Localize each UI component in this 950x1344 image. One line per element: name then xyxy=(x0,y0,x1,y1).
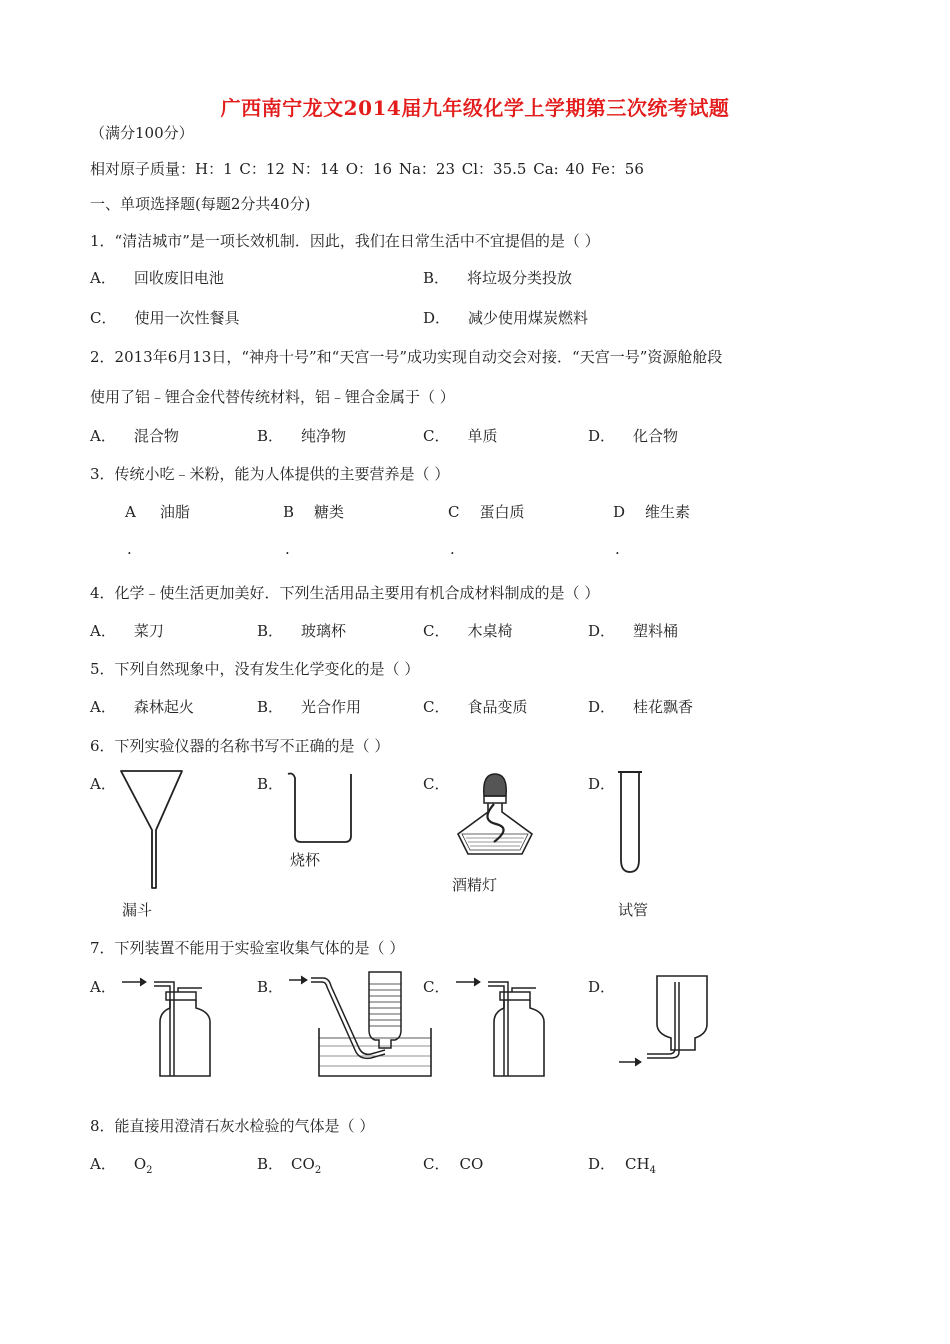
q5-option-c: C． 食品变质 xyxy=(423,698,528,716)
question-5-stem: 5．下列自然现象中，没有发生化学变化的是（ ） xyxy=(90,660,420,678)
q1-option-a: A． 回收废旧电池 xyxy=(90,269,224,287)
q6-caption-test-tube: 试管 xyxy=(618,901,649,919)
q3-dot-b: . xyxy=(285,540,290,558)
section-heading: 一、单项选择题(每题2分共40分) xyxy=(90,195,311,213)
q4-option-d: D． 塑料桶 xyxy=(588,622,679,640)
q8-option-c: C． CO xyxy=(423,1155,484,1173)
q5-option-d: D． 桂花飘香 xyxy=(588,698,694,716)
test-tube-drawing xyxy=(615,768,645,878)
q4-option-a: A． 菜刀 xyxy=(90,622,164,640)
q7-label-a: A． xyxy=(90,978,116,996)
gas-bottle-c-drawing xyxy=(452,968,552,1080)
q3-option-b: B 糖类 xyxy=(283,503,345,521)
q2-option-a: A． 混合物 xyxy=(90,427,179,445)
q6-label-d: D． xyxy=(588,775,616,793)
q3-option-d: D 维生素 xyxy=(613,503,691,521)
alcohol-lamp-drawing xyxy=(450,768,540,863)
question-7-stem: 7．下列装置不能用于实验室收集气体的是（ ） xyxy=(90,939,405,957)
question-2-stem-line1: 2．2013年6月13日，“神舟十号”和“天宫一号”成功实现自动交会对接．“天宫一号”资源舱舱段 xyxy=(90,348,723,366)
q5-option-a: A． 森林起火 xyxy=(90,698,194,716)
water-trough-b-drawing xyxy=(285,968,435,1080)
funnel-drawing xyxy=(118,768,188,898)
q1-option-b: B． 将垃圾分类投放 xyxy=(423,269,573,287)
question-4-stem: 4．化学﹣使生活更加美好．下列生活用品主要用有机合成材料制成的是（ ） xyxy=(90,584,600,602)
q6-caption-funnel: 漏斗 xyxy=(122,901,153,919)
q8-option-a: A． $O_2$ xyxy=(90,1155,153,1176)
inverted-bottle-d-drawing xyxy=(615,968,715,1080)
q1-option-d: D． 减少使用煤炭燃料 xyxy=(423,309,589,327)
q8-option-d: D． $CH_4$ xyxy=(588,1155,656,1176)
q3-dot-c: . xyxy=(450,540,455,558)
q7-label-c: C． xyxy=(423,978,450,996)
q2-option-b: B． 纯净物 xyxy=(257,427,347,445)
q3-dot-d: . xyxy=(615,540,620,558)
q8-option-b: B． $CO_2$ xyxy=(257,1155,322,1176)
q3-option-c: C 蛋白质 xyxy=(448,503,525,521)
question-1-stem: 1．“清洁城市”是一项长效机制．因此，我们在日常生活中不宜提倡的是（ ） xyxy=(90,232,600,250)
q6-label-b: B． xyxy=(257,775,284,793)
q3-option-a: A 油脂 xyxy=(125,503,190,521)
beaker-drawing xyxy=(283,768,363,848)
q4-option-b: B． 玻璃杯 xyxy=(257,622,347,640)
q7-label-d: D． xyxy=(588,978,616,996)
question-2-stem-line2: 使用了铝﹣锂合金代替传统材料，铝﹣锂合金属于（ ） xyxy=(90,388,455,406)
page-title: 广西南宁龙文2014届九年级化学上学期第三次统考试题 xyxy=(220,96,730,120)
full-score: （满分100分） xyxy=(90,124,194,142)
q6-label-c: C． xyxy=(423,775,450,793)
q6-caption-beaker: 烧杯 xyxy=(290,851,321,869)
q4-option-c: C． 木桌椅 xyxy=(423,622,513,640)
question-3-stem: 3．传统小吃﹣米粉，能为人体提供的主要营养是（ ） xyxy=(90,465,450,483)
q7-label-b: B． xyxy=(257,978,284,996)
q1-option-c: C． 使用一次性餐具 xyxy=(90,309,240,327)
question-8-stem: 8．能直接用澄清石灰水检验的气体是（ ） xyxy=(90,1117,375,1135)
q6-caption-lamp: 酒精灯 xyxy=(452,876,498,894)
gas-bottle-a-drawing xyxy=(118,968,218,1080)
q2-option-d: D． 化合物 xyxy=(588,427,679,445)
q2-option-c: C． 单质 xyxy=(423,427,498,445)
atomic-masses: 相对原子质量：H：1 C：12 N：14 O：16 Na：23 Cl：35.5 Ca: 40 Fe：56 xyxy=(90,160,644,178)
q6-label-a: A． xyxy=(90,775,116,793)
question-6-stem: 6．下列实验仪器的名称书写不正确的是（ ） xyxy=(90,737,390,755)
q5-option-b: B． 光合作用 xyxy=(257,698,362,716)
q3-dot-a: . xyxy=(127,540,132,558)
